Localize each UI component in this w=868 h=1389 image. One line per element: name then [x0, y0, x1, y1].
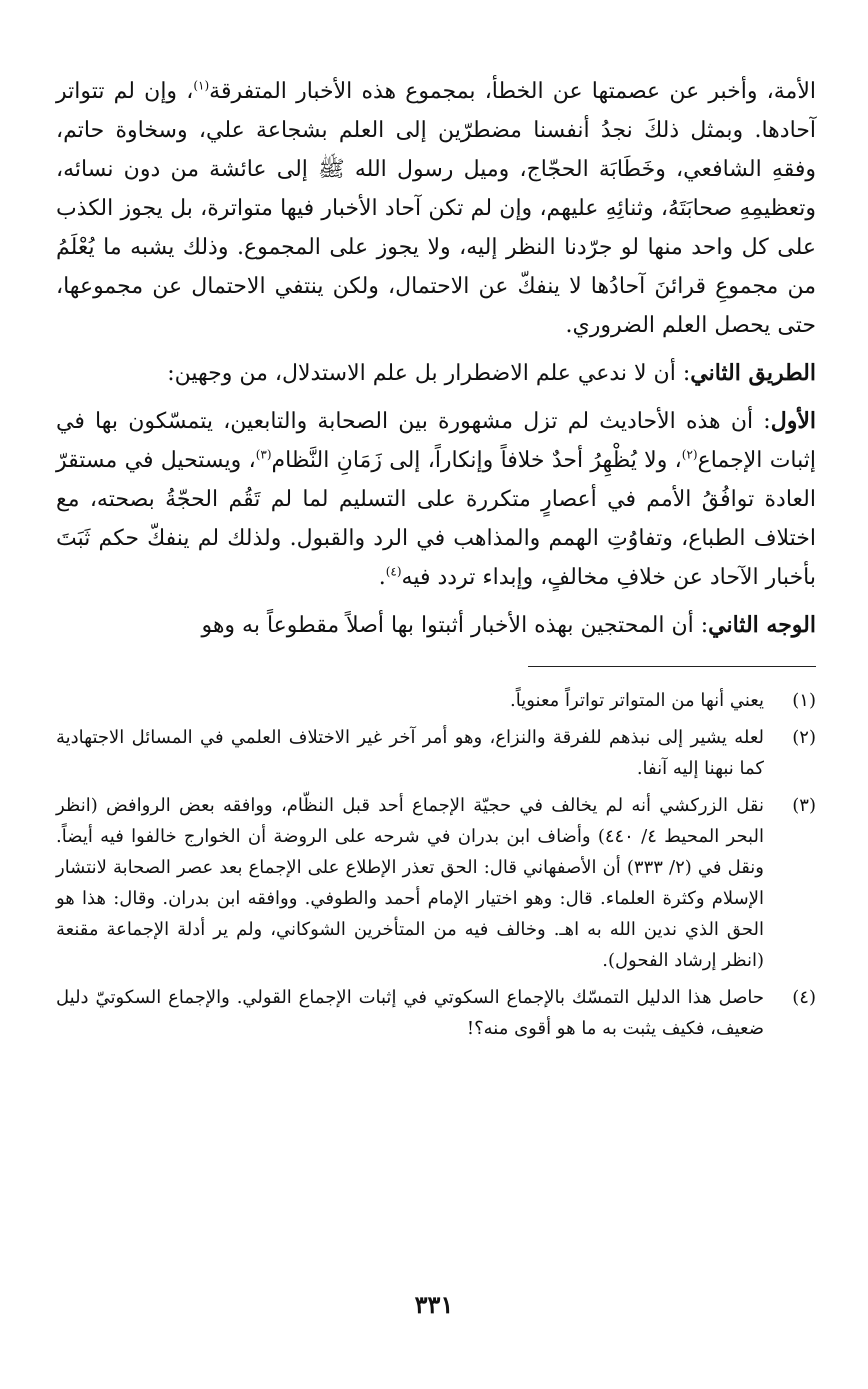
footnote-number: (٣) — [792, 795, 816, 816]
paragraph-text: : أن هذه الأحاديث لم تزل مشهورة بين الصحابة والتابعين، يتمسّكون بها في إثبات الإجماع — [56, 409, 817, 473]
paragraph-text: الأمة، وأخبر عن عصمتها عن الخطأ، بمجموع هذه الأخبار المتفرقة — [209, 79, 816, 104]
footnotes — [56, 685, 816, 1044]
main-text — [56, 72, 816, 645]
paragraph-text: : أن لا ندعي علم الاضطرار بل علم الاستدلال، من وجهين: — [167, 361, 691, 386]
page-number: ٣٣١ — [414, 1290, 454, 1319]
section-lead-second-aspect: الوجه الثاني — [708, 612, 816, 638]
paragraph-text: ، ويستحيل في مستقرّ العادة توافُقُ الأمم في أعصارٍ متكررة على التسليم لما لم تَقُم الحجّةُ بصحته، مع اختلاف الطباع، وتفاوُتِ الهمم والمذاهب في الرد والقبول. ولذلك لم ينفكّ حكم ثَبَتَ بأخبار الآحاد عن خلافِ مخالفٍ، وإبداء تردد فيه — [56, 448, 816, 590]
footnote-ref-4[interactable]: (٤) — [385, 564, 402, 579]
paragraph-2 — [56, 354, 816, 393]
section-lead-first: الأول — [770, 408, 816, 434]
paragraph-4 — [56, 606, 816, 645]
footnote-ref-1[interactable]: (١) — [193, 78, 210, 93]
paragraph-text: : أن المحتجين بهذه الأخبار أثبتوا بها أصلاً مقطوعاً به وهو — [201, 613, 709, 638]
footnote-text: لعله يشير إلى نبذهم للفرقة والنزاع، وهو أمر آخر غير الاختلاف العلمي في المسائل الاجتهادية كما نبهنا إليه آنفا. — [56, 727, 764, 779]
book-page — [56, 72, 816, 1389]
footnote-number: (٤) — [792, 987, 816, 1008]
footnote-number: (٢) — [792, 727, 816, 748]
footnote-4 — [56, 982, 816, 1044]
footnote-3 — [56, 790, 816, 976]
paragraph-text: ، ولا يُظْهِرُ أحدٌ خلافاً وإنكاراً، إلى زَمَانِ النَّظام — [271, 448, 682, 473]
footnote-text: يعني أنها من المتواتر تواتراً معنوياً. — [510, 690, 764, 711]
footnote-number: (١) — [792, 690, 816, 711]
paragraph-3 — [56, 402, 816, 597]
footnote-2 — [56, 722, 816, 784]
paragraph-1 — [56, 72, 816, 345]
footnote-text: نقل الزركشي أنه لم يخالف في حجيّة الإجماع أحد قبل النظّام، ووافقه بعض الروافض (انظر البحر المحيط ٤/ ٤٤٠) وأضاف ابن بدران في شرحه على الروضة أن الخوارج خالفوا فيه أيضاً. ونقل في (٢/ ٣٣٣) أن الأصفهاني قال: الحق تعذر الإطلاع على الإجماع بعد عصر الصحابة لانتشار الإسلام وكثرة العلماء. قال: وهو اختيار الإمام أحمد والطوفي. ووافقه ابن بدران. وقال: هذا هو الحق الذي ندين الله به اهـ. وخالف فيه من المتأخرين الشوكاني، ولم ير أدلة الإجماعة مقنعة (انظر إرشاد الفحول). — [56, 795, 765, 971]
footnote-ref-2[interactable]: (٢) — [681, 447, 698, 462]
footnote-ref-3[interactable]: (٣) — [255, 447, 272, 462]
footnote-1 — [56, 685, 816, 716]
section-lead-second-way: الطريق الثاني — [690, 360, 816, 386]
paragraph-text: ، وإن لم تتواتر آحادها. وبمثل ذلكَ نجدُ أنفسنا مضطرّين إلى العلم بشجاعة علي، وسخاوة حاتم، وفقهِ الشافعي، وخَطَابَة الحجّاج، وميل رسول الله ﷺ إلى عائشة من دون نسائه، وتعظيمِهِ صحابَتَهُ، وثنائِهِ عليهم، وإن لم تكن آحاد الأخبار فيها متواترة، بل يجوز الكذب على كل واحد منها لو جرّدنا النظر إليه، ولا يجوز على المجموع. وذلك يشبه ما يُعْلَمُ من مجموعِ قرائنَ آحادُها لا ينفكّ عن الاحتمال، ولكن ينتفي الاحتمال عن مجموعها، حتى يحصل العلم الضروري. — [56, 79, 817, 338]
footnote-separator — [528, 666, 816, 667]
paragraph-text: . — [378, 565, 386, 590]
footnote-text: حاصل هذا الدليل التمسّك بالإجماع السكوتي في إثبات الإجماع القولي. والإجماع السكوتيّ دليل ضعيف، فكيف يثبت به ما هو أقوى منه؟! — [56, 987, 764, 1039]
